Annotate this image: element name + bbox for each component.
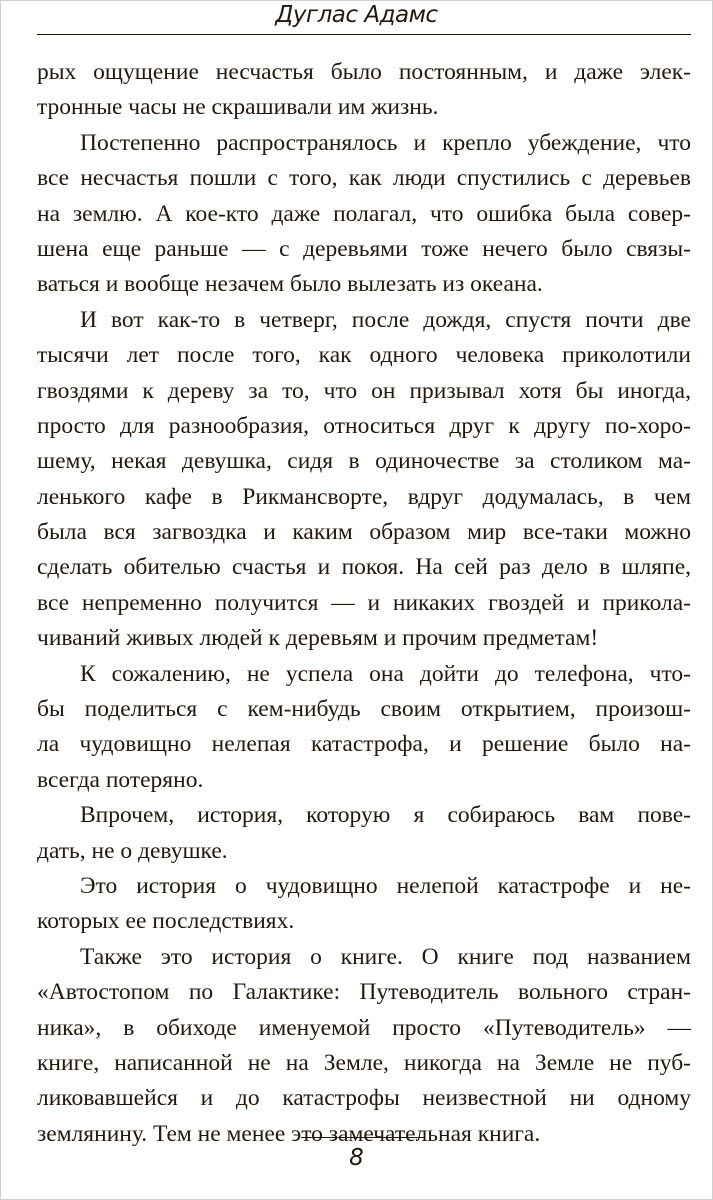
text-line: которых ее последствиях.: [37, 908, 295, 935]
text-line: ликовавшейся и до катастрофы неизвестной ни одному: [37, 1085, 691, 1112]
text-line: была вся загвоздка и каким образом мир все-таки можно: [37, 519, 691, 546]
text-line: Впрочем, история, которую я собираюсь вам пове-: [80, 802, 691, 829]
text-line: ника», в обиходе именуемой просто «Путеводитель» —: [37, 1014, 691, 1041]
text-line: Постепенно распространялось и крепло убеждение, что: [80, 129, 691, 156]
text-line: все непременно получится — и никаких гвоздей и прикола-: [37, 589, 691, 616]
text-line: ваться и вообще незачем было вылезать из океана.: [37, 271, 543, 298]
paragraph: [37, 303, 691, 657]
paragraph: [37, 126, 691, 303]
text-line: всегда потеряно.: [37, 766, 204, 793]
paragraph: [37, 55, 691, 126]
text-line: сделать обителью счастья и покоя. На сей раз дело в шляпе,: [37, 554, 691, 581]
text-line: гвоздями к дереву за то, что он призывал хотя бы иногда,: [37, 377, 691, 404]
text-line: И вот как-то в четверг, после дождя, спустя почти две: [80, 306, 691, 333]
footer-rule: [301, 1137, 425, 1138]
text-line: все несчастья пошли с того, как люди спустились с деревьев: [37, 165, 691, 192]
text-line: дать, не о девушке.: [37, 837, 228, 864]
text-line: К сожалению, не успела она дойти до телефона, что-: [80, 660, 691, 687]
text-line: тысячи лет после того, как одного человека приколотили: [37, 342, 691, 369]
running-header-author: Дуглас Адамс: [275, 2, 438, 28]
text-line: просто для разнообразия, относиться друг к другу по-хоро-: [37, 412, 691, 439]
text-line: шему, некая девушка, сидя в одиночестве за столиком ма-: [37, 448, 691, 475]
text-line: книге, написанной не на Земле, никогда на Земле не пуб-: [37, 1049, 691, 1076]
text-line: Также это история о книге. О книге под названием: [80, 943, 691, 970]
text-line: рых ощущение несчастья было постоянным, и даже элек-: [37, 59, 691, 85]
text-line: чиваний живых людей к деревьям и прочим предметам!: [37, 625, 599, 652]
paragraph: [37, 869, 691, 940]
header-rule: [37, 34, 691, 35]
text-line: ленького кафе в Рикмансворте, вдруг додумалась, в чем: [37, 483, 691, 510]
page-body-text: [37, 55, 691, 1152]
text-line: «Автостопом по Галактике: Путеводитель вольного стран-: [37, 979, 691, 1006]
text-line: бы поделиться с кем-нибудь своим открытием, произош-: [37, 696, 691, 723]
paragraph: [37, 657, 691, 799]
paragraph: [37, 940, 691, 1152]
text-line: тронные часы не скрашивали им жизнь.: [37, 94, 439, 121]
text-line: Это история о чудовищно нелепой катастрофе и не-: [80, 872, 691, 899]
text-line: на землю. А кое-кто даже полагал, что ошибка была совер-: [37, 200, 691, 227]
page-number: 8: [349, 1145, 364, 1171]
paragraph: [37, 798, 691, 869]
text-line: ла чудовищно нелепая катастрофа, и решение было на-: [37, 731, 691, 758]
text-line: шена еще раньше — с деревьями тоже нечего было связы-: [37, 235, 691, 262]
text-line: землянину. Тем не менее это замечательная книга.: [37, 1120, 541, 1147]
